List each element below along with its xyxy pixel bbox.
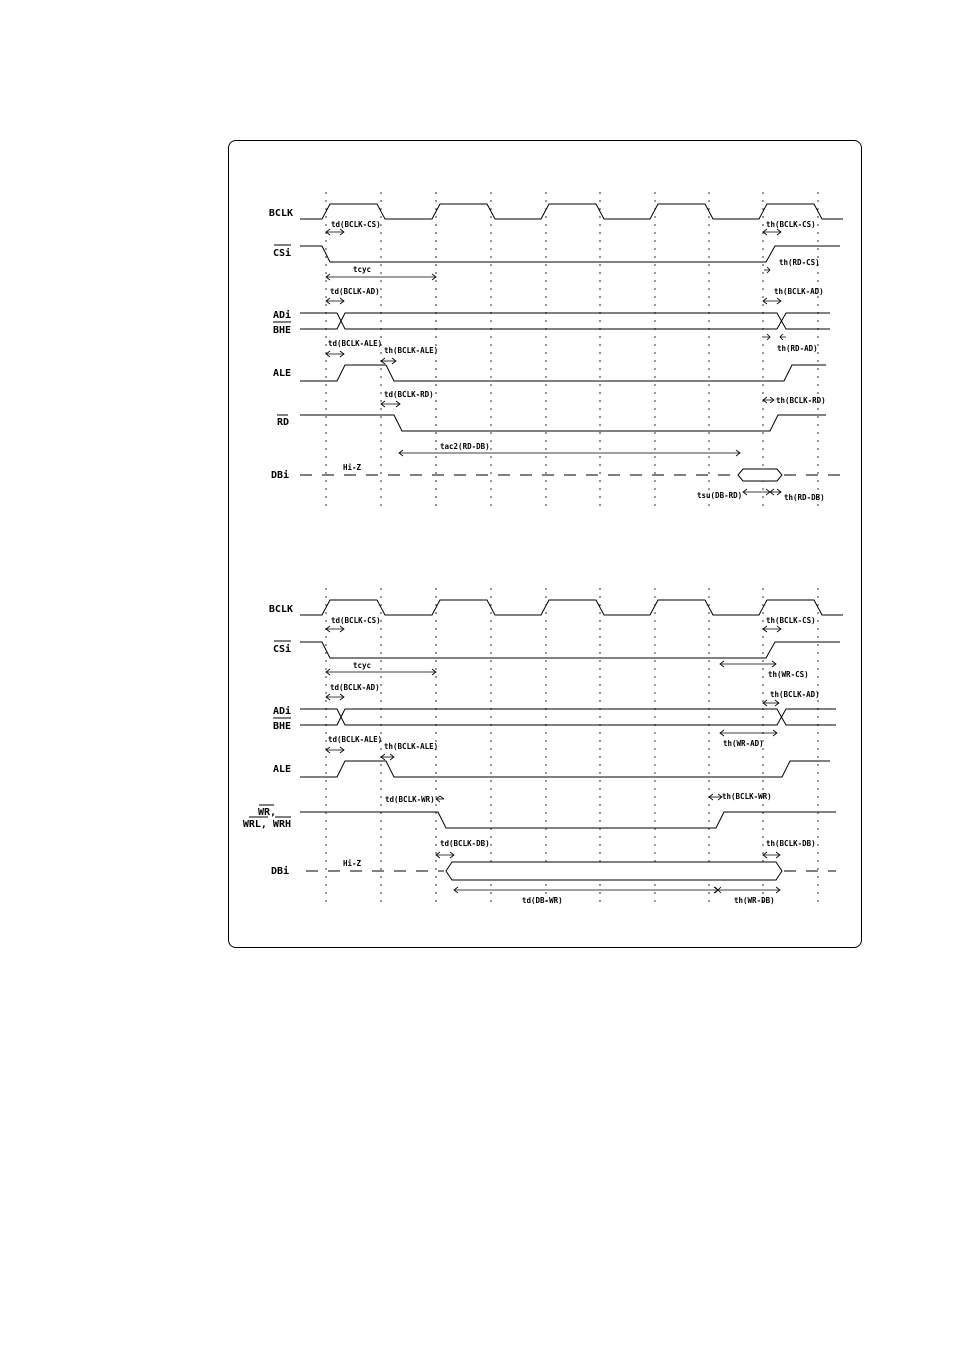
read-th-rd-db: th(RD-DB) [784, 493, 825, 502]
write-ale-wave [300, 761, 830, 777]
read-hiz-label: Hi-Z [343, 463, 362, 472]
read-th-rd-ad: th(RD-AD) [777, 344, 818, 353]
write-td-bclk-cs: td(BCLK-CS) [331, 616, 381, 625]
write-label-bclk: BCLK [268, 604, 293, 615]
write-tcyc: tcyc [353, 661, 372, 670]
read-label-adi: ADi [272, 310, 291, 321]
write-td-bclk-db: td(BCLK-DB) [440, 839, 490, 848]
write-label-wr: WR, [257, 807, 276, 818]
read-adi-bus [300, 313, 830, 329]
read-tac2: tac2(RD-DB) [440, 442, 490, 451]
write-bclk-wave [300, 600, 843, 615]
read-tcyc: tcyc [353, 265, 372, 274]
write-td-db-wr: td(DB-WR) [522, 896, 563, 905]
read-label-bhe: BHE [272, 325, 291, 336]
write-label-adi: ADi [272, 706, 291, 717]
read-ale-wave [300, 365, 826, 381]
write-th-bclk-ad: th(BCLK-AD) [770, 690, 820, 699]
write-label-wrl-wrh: WRL, WRH [242, 819, 291, 830]
read-label-ale: ALE [272, 368, 291, 379]
read-tsu-db-rd: tsu(DB-RD) [697, 491, 743, 500]
read-label-rd: RD [276, 417, 289, 428]
read-label-dbi: DBi [270, 470, 289, 481]
read-bclk-wave [300, 204, 843, 219]
read-label-csi: CSi [272, 248, 291, 259]
read-arrows [326, 229, 786, 495]
read-th-rd-cs: th(RD-CS) [779, 258, 820, 267]
write-td-bclk-wr: td(BCLK-WR) [385, 795, 435, 804]
write-td-bclk-ad: td(BCLK-AD) [330, 683, 380, 692]
write-th-bclk-wr: th(BCLK-WR) [722, 792, 772, 801]
read-th-bclk-cs: th(BCLK-CS) [766, 220, 816, 229]
read-th-bclk-ad: th(BCLK-AD) [774, 287, 824, 296]
read-label-bclk: BCLK [268, 208, 293, 219]
read-th-bclk-ale: th(BCLK-ALE) [384, 346, 439, 355]
write-wr-wave [300, 812, 836, 828]
write-th-wr-db: th(WR-DB) [734, 896, 775, 905]
write-td-bclk-ale: td(BCLK-ALE) [328, 735, 383, 744]
read-th-bclk-rd: th(BCLK-RD) [776, 396, 826, 405]
read-dbi-valid [738, 469, 782, 481]
write-dbi-valid [446, 862, 782, 880]
write-label-csi: CSi [272, 644, 291, 655]
write-hiz-label: Hi-Z [343, 859, 362, 868]
read-td-bclk-ale: td(BCLK-ALE) [328, 339, 383, 348]
write-th-bclk-cs: th(BCLK-CS) [766, 616, 816, 625]
write-th-bclk-ale: th(BCLK-ALE) [384, 742, 439, 751]
write-label-ale: ALE [272, 764, 291, 775]
write-adi-bus [300, 709, 836, 725]
write-label-dbi: DBi [270, 866, 289, 877]
write-th-bclk-db: th(BCLK-DB) [766, 839, 816, 848]
write-label-bhe: BHE [272, 721, 291, 732]
write-arrows [326, 626, 781, 893]
read-rd-wave [300, 415, 826, 431]
write-th-wr-cs: th(WR-CS) [768, 670, 809, 679]
read-td-bclk-ad: td(BCLK-AD) [330, 287, 380, 296]
read-td-bclk-rd: td(BCLK-RD) [384, 390, 434, 399]
write-th-wr-ad: th(WR-AD) [723, 739, 764, 748]
read-td-bclk-cs: td(BCLK-CS) [331, 220, 381, 229]
